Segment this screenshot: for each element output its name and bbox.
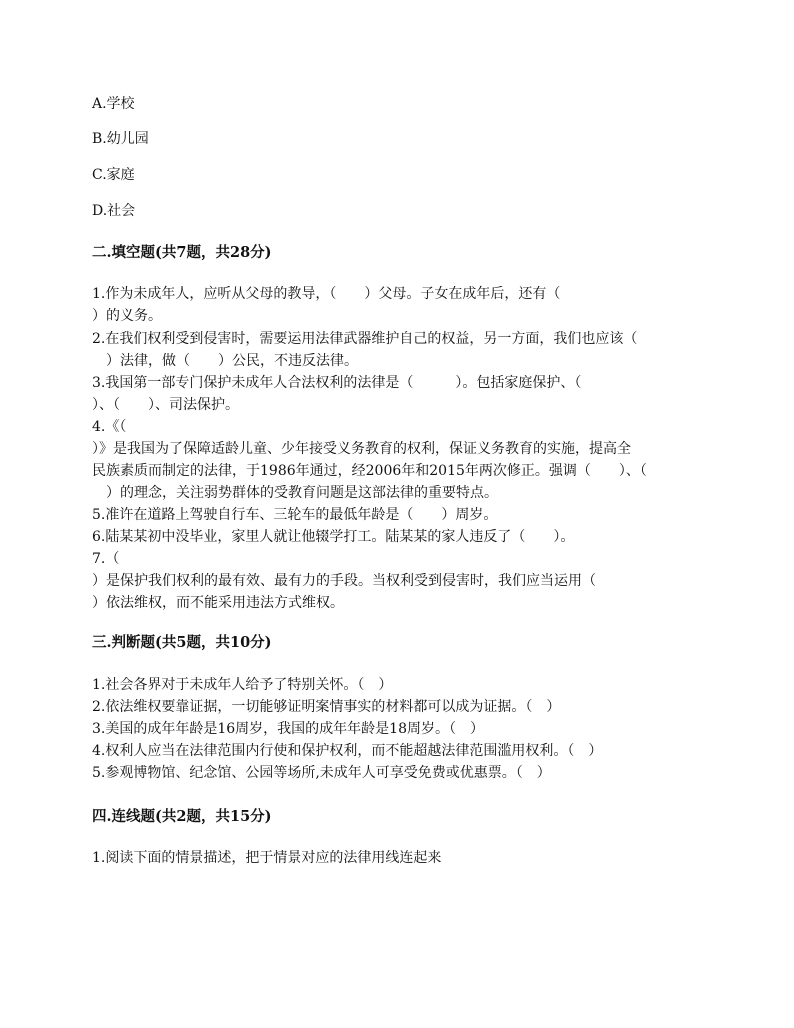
question-line: 6.陆某某初中没毕业，家里人就让他辍学打工。陆某某的家人违反了（ ）。	[92, 529, 575, 545]
question-line: ）、（ ）、司法保护。	[92, 397, 239, 413]
question-line: 2.在我们权利受到侵害时，需要运用法律武器维护自己的权益，另一方面，我们也应该（	[92, 331, 638, 347]
question-line: 2.依法维权要靠证据，一切能够证明案情事实的材料都可以成为证据。（ ）	[92, 699, 561, 715]
question-line: 1.作为未成年人，应听从父母的教导，（ ）父母。子女在成年后，还有（	[92, 286, 561, 302]
question-line: 1.阅读下面的情景描述，把于情景对应的法律用线连起来	[92, 850, 442, 866]
section-heading-fill-in: 二.填空题(共7题，共28分)	[92, 244, 272, 261]
question-line: 4.权利人应当在法律范围内行使和保护权利，而不能超越法律范围滥用权利。（ ）	[92, 743, 603, 759]
question-line: 3.我国第一部专门保护未成年人合法权利的法律是（ ）。包括家庭保护、（	[92, 375, 582, 391]
option-c: C.家庭	[92, 167, 135, 183]
question-line: 7.（	[92, 551, 120, 567]
section-heading-matching: 四.连线题(共2题，共15分)	[92, 808, 272, 825]
question-line: 5.准许在道路上驾驶自行车、三轮车的最低年龄是（ ）周岁。	[92, 507, 498, 523]
question-line: ）依法维权，而不能采用违法方式维权。	[92, 595, 344, 611]
option-d: D.社会	[92, 203, 136, 219]
question-line: ）的理念，关注弱势群体的受教育问题是这部法律的重要特点。	[92, 485, 498, 501]
question-line: ）的义务。	[92, 308, 162, 324]
option-b: B.幼儿园	[92, 131, 149, 147]
question-line: 1.社会各界对于未成年人给予了特别关怀。（ ）	[92, 677, 393, 693]
question-line: 民族素质而制定的法律，于1986年通过，经2006年和2015年两次修正。强调（ ）、（	[92, 463, 647, 479]
question-line: ）法律，做（ ）公民，不违反法律。	[92, 353, 358, 369]
question-line: ）》是我国为了保障适龄儿童、少年接受义务教育的权利，保证义务教育的实施，提高全	[92, 441, 631, 457]
question-line: 3.美国的成年年龄是16周岁，我国的成年年龄是18周岁。（ ）	[92, 721, 484, 737]
question-line: 4.《（	[92, 419, 127, 435]
question-line: ）是保护我们权利的最有效、最有力的手段。当权利受到侵害时，我们应当运用（	[92, 573, 596, 589]
section-heading-true-false: 三.判断题(共5题，共10分)	[92, 634, 272, 651]
option-a: A.学校	[92, 96, 135, 112]
question-line: 5.参观博物馆、纪念馆、公园等场所,未成年人可享受免费或优惠票。（ ）	[92, 765, 551, 781]
